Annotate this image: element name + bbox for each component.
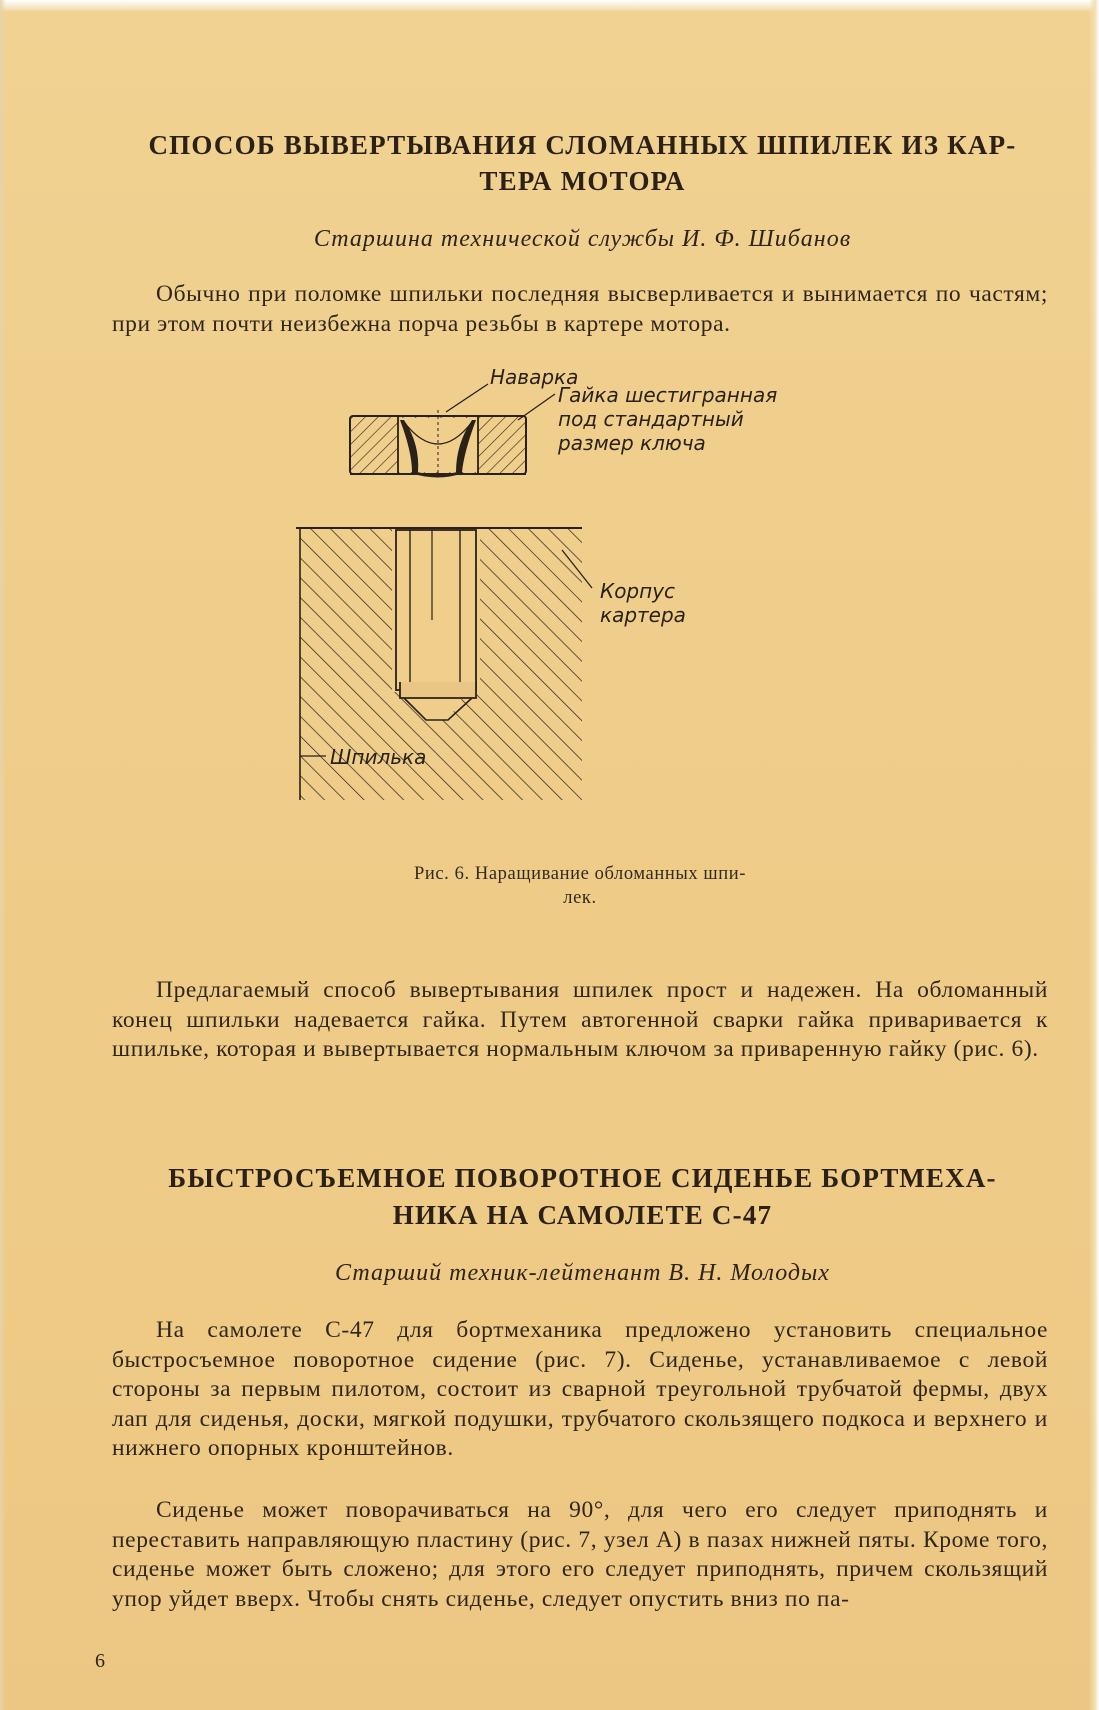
label-shpilka: Шпилька <box>330 745 427 769</box>
article1-title-line2: ТЕРА МОТОРА <box>479 166 686 196</box>
article2-author: Старший техник-лейтенант В. Н. Молодых <box>335 1260 830 1286</box>
label-gaika-2: под стандартный <box>558 407 744 431</box>
label-gaika-1: Гайка шестигранная <box>558 383 778 407</box>
figure-6-stud-diagram <box>300 365 860 840</box>
label-korpus-2: картера <box>600 603 686 627</box>
figure-6-caption-line1: Рис. 6. Наращивание обломанных шпи- <box>413 864 747 884</box>
article2-paragraph-1: На самолете С-47 для бортмеханика предложено установить специальное быстросъемное поворотное сидение (рис. 7). Сиденье, устанавливаемое с левой стороны за первым пилотом, состоит из сварной треугольной трубчатой фермы, двух лап для сиденья, доски, мягкой подушки, трубчатого скользящего подкоса и верхнего и нижнего опорных кронштейнов. <box>112 1317 1048 1461</box>
figure-6-caption-line2: лек. <box>563 888 597 908</box>
page-edge-top <box>0 0 1099 12</box>
article1-paragraph-2: Предлагаемый способ вывертывания шпилек прост и надежен. На обломанный конец шпильки надевается гайка. Путем автогенной сварки гайка приваривается к шпильке, которая и вывертывается нормальным ключом за приваренную гайку (рис. 6). <box>112 977 1048 1062</box>
page-edge-right <box>1089 0 1099 1710</box>
article2-title-line2: НИКА НА САМОЛЕТЕ С-47 <box>392 1200 773 1230</box>
stud-shaft <box>396 530 476 720</box>
article2-paragraph-2: Сиденье может поворачиваться на 90°, для чего его следует приподнять и переставить направляющую пластину (рис. 7, узел А) в пазах нижней пяты. Кроме того, сиденье может быть сложено; для этого его следует приподнять, причем скользящий упор уйдет вверх. Чтобы снять сиденье, следует опустить вниз по па- <box>112 1497 1048 1612</box>
article1-author: Старшина технической службы И. Ф. Шибанов <box>313 226 852 252</box>
article1-paragraph-1: Обычно при поломке шпильки последняя высверливается и вынимается по частям; при этом почти неизбежна порча резьбы в картере мотора. <box>112 281 1048 337</box>
page-edge-left <box>0 0 6 1710</box>
article2-title-line1: БЫСТРОСЪЕМНОЕ ПОВОРОТНОЕ СИДЕНЬЕ БОРТМЕХА- <box>168 1163 997 1193</box>
label-korpus-1: Корпус <box>600 579 676 603</box>
label-navarka: Наварка <box>490 365 579 389</box>
article1-title-line1: СПОСОБ ВЫВЕРТЫВАНИЯ СЛОМАННЫХ ШПИЛЕК ИЗ КАР- <box>148 130 1017 160</box>
label-gaika-3: размер ключа <box>558 431 706 455</box>
page-number: 6 <box>95 1650 105 1672</box>
